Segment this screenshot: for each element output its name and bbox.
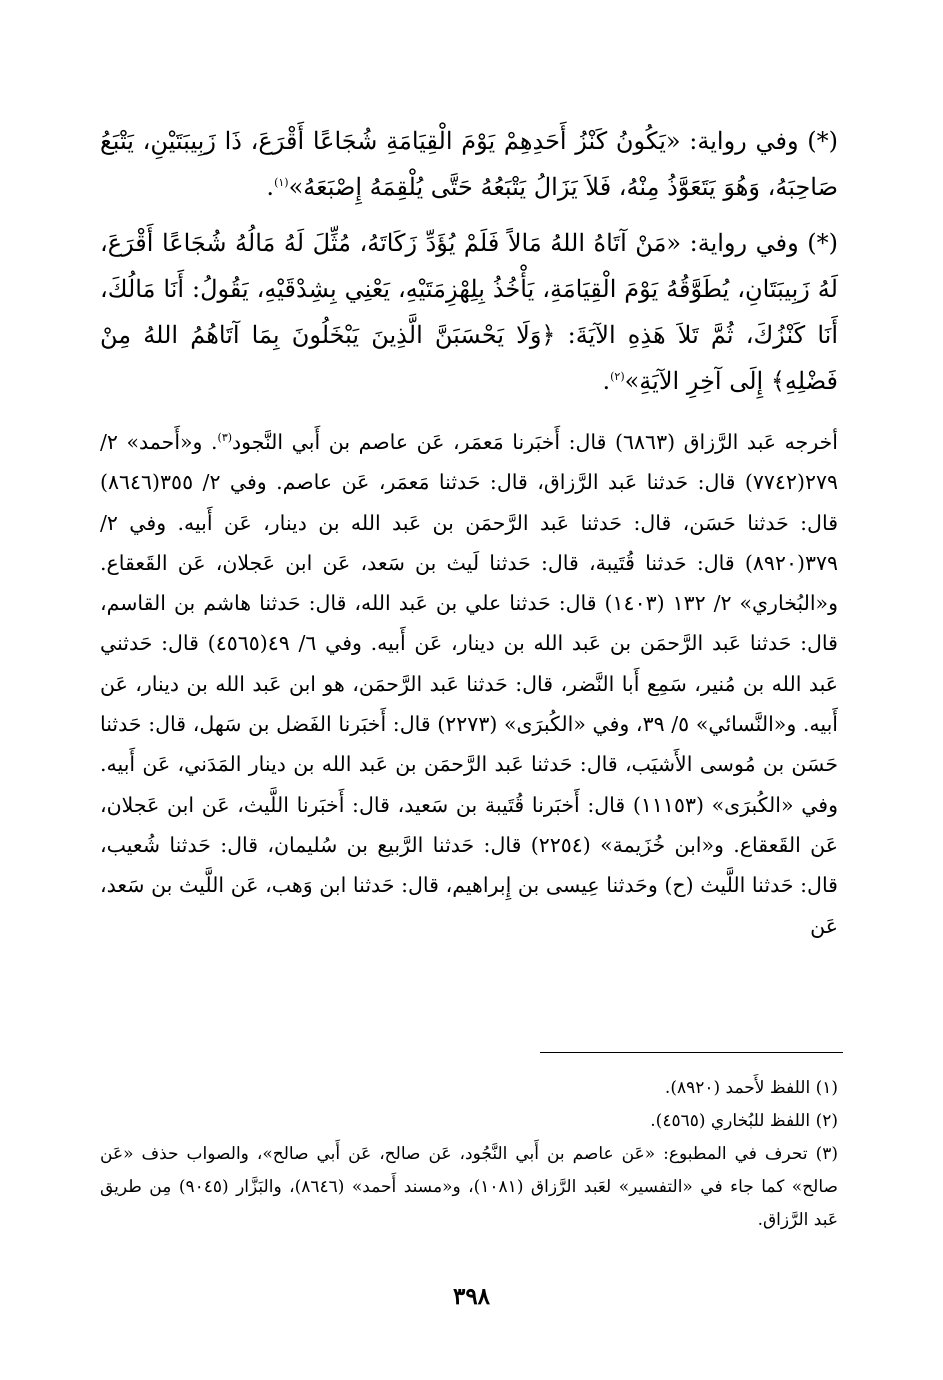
page-number: ٣٩٨: [452, 1283, 491, 1310]
footnote-number: (١): [815, 1078, 838, 1098]
hadith-marker: (*): [807, 229, 838, 257]
footnote-separator: [540, 1052, 843, 1053]
footnote-reference[interactable]: (٣): [217, 431, 233, 445]
footnote-2: [100, 1105, 838, 1138]
footnote-3: [100, 1138, 838, 1237]
footnote-text: اللفظ للبُخاري (٤٥٦٥).: [650, 1111, 811, 1131]
takhrij-paragraph: [100, 422, 838, 946]
hadith-end: .: [266, 173, 275, 201]
hadith-marker: (*): [807, 127, 838, 155]
footnote-reference[interactable]: (٢): [610, 370, 625, 383]
hadith-paragraph: [100, 220, 838, 404]
takhrij-text-rest: . و«أَحمد» ٢/ ٢٧٩(٧٧٤٢) قال: حَدثنا عَبد الرَّزاق، قال: حَدثنا مَعمَر، عَن عاصم. وفي ٢/ ٣٥٥(٨٦٤٦) قال: حَدثنا حَسَن، قال: حَدثنا عَبد الرَّحمَن بن عَبد الله بن دينار، عَن أَبيه. وفي ٢/ ٣٧٩(٨٩٢٠) قال: حَدثنا قُتَيبة، قال: حَدثنا لَيث بن سَعد، عَن ابن عَجلان، عَن القَعقاع. و«البُخاري» ٢/ ١٣٢ (١٤٠٣) قال: حَدثنا علي بن عَبد الله، قال: حَدثنا هاشم بن القاسم، قال: حَدثنا عَبد الرَّحمَن بن عَبد الله بن دينار، عَن أَبيه. وفي ٦/ ٤٩(٤٥٦٥) قال: حَدثني عَبد الله بن مُنير، سَمِع أَبا النَّضر، قال: حَدثنا عَبد الرَّحمَن، هو ابن عَبد الله بن دينار، عَن أَبيه. و«النَّسائي» ٥/ ٣٩، وفي «الكُبرَى» (٢٢٧٣) قال: أَخبَرنا الفَضل بن سَهل، قال: حَدثنا حَسَن بن مُوسى الأَشيَب، قال: حَدثنا عَبد الرَّحمَن بن عَبد الله بن دينار المَدَني، عَن أَبيه. وفي «الكُبرَى» (١١١٥٣) قال: أَخبَرنا قُتَيبة بن سَعيد، قال: أَخبَرنا اللَّيث، عَن ابن عَجلان، عَن القَعقاع. و«ابن خُزَيمة» (٢٢٥٤) قال: حَدثنا الرَّبيع بن سُليمان، قال: حَدثنا شُعيب، قال: حَدثنا اللَّيث (ح) وحَدثنا عِيسى بن إِبراهيم، قال: حَدثنا ابن وَهب، عَن اللَّيث بن سَعد، عَن: [100, 430, 838, 938]
footnote-reference[interactable]: (١): [274, 176, 289, 189]
hadith-text: وفي رواية: «يَكُونُ كَنْزُ أَحَدِهِمْ يَوْمَ الْقِيَامَةِ شُجَاعًا أَقْرَعَ، ذَا زَبِيبَتَيْنِ، يَتْبَعُ صَاحِبَهُ، وَهُوَ يَتَعَوَّذُ مِنْهُ، فَلاَ يَزَالُ يَتْبَعُهُ حَتَّى يُلْقِمَهُ إِصْبَعَهُ»: [100, 127, 838, 201]
hadith-end: .: [602, 367, 611, 395]
footnote-text: اللفظ لأَحمد (٨٩٢٠).: [664, 1078, 811, 1098]
main-text: [100, 118, 838, 946]
footnote-text: تحرف في المطبوع: «عَن عاصم بن أَبي النَّجُود، عَن صالح، عَن أَبي صالح»، والصواب حذف «عَن صالح» كما جاء في «التفسير» لعَبد الرَّزاق (١٠٨١)، و«مسند أَحمد» (٨٦٤٦)، والبَزَّار (٩٠٤٥) مِن طريق عَبد الرَّزاق.: [100, 1144, 838, 1230]
hadith-paragraph: [100, 118, 838, 210]
footnote-1: [100, 1072, 838, 1105]
footnotes-section: [100, 1072, 838, 1237]
footnote-number: (٣): [815, 1144, 839, 1164]
footnote-number: (٢): [815, 1111, 838, 1131]
hadith-text: وفي رواية: «مَنْ آتَاهُ اللهُ مَالاً فَلَمْ يُؤَدِّ زَكَاتَهُ، مُثِّلَ لَهُ مَالُهُ شُجَاعًا أَقْرَعَ، لَهُ زَبِيبَتَانِ، يُطَوَّقُهُ يَوْمَ الْقِيَامَةِ، يَأْخُذُ بِلِهْزِمَتَيْهِ، يَعْنِي بِشِدْقَيْهِ، يَقُولُ: أَنَا مَالُكَ، أَنَا كَنْزُكَ، ثُمَّ تَلاَ هَذِهِ الآيَةَ: ﴿وَلَا يَحْسَبَنَّ الَّذِينَ يَبْخَلُونَ بِمَا آتَاهُمُ اللهُ مِنْ فَضْلِهِ﴾ إِلَى آخِرِ الآيَةِ»: [100, 229, 838, 395]
takhrij-text-start: أخرجه عَبد الرَّزاق (٦٨٦٣) قال: أَخبَرنا مَعمَر، عَن عاصم بن أَبي النَّجود: [232, 430, 839, 454]
